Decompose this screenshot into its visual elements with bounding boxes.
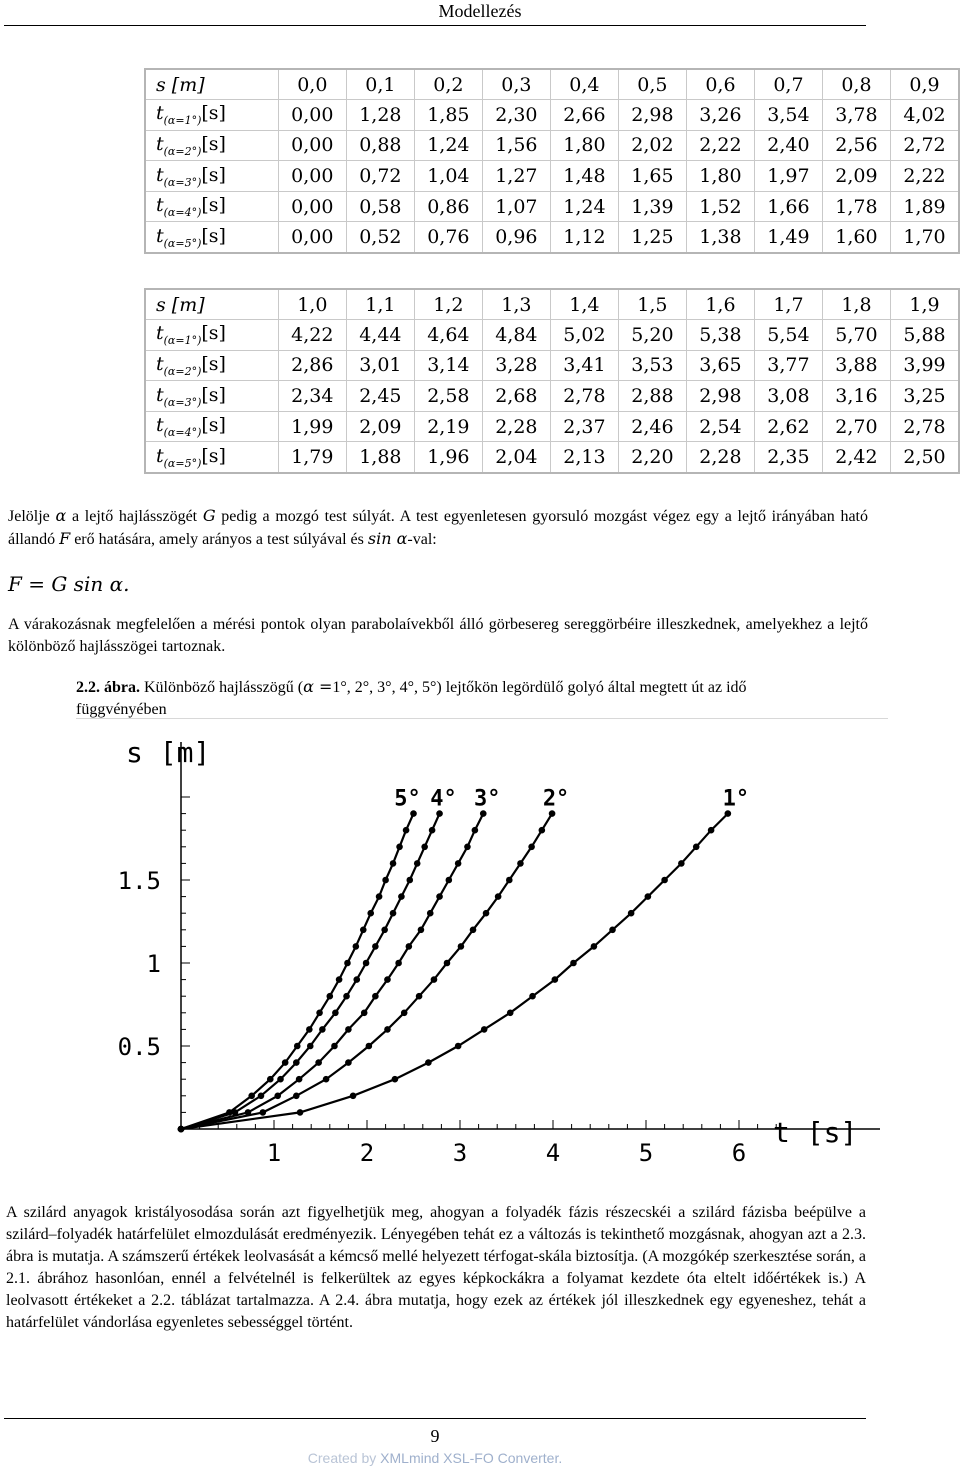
header-rule: [4, 25, 866, 26]
footer-rule: [4, 1418, 866, 1419]
data-point: [306, 1026, 313, 1033]
data-point: [361, 1010, 368, 1017]
data-point: [367, 910, 374, 917]
data-point: [481, 1026, 488, 1033]
data-point: [693, 844, 700, 851]
table-cell: 3,25: [890, 381, 959, 412]
data-point: [401, 1010, 408, 1017]
data-point: [470, 927, 477, 934]
table-cell: 1,89: [890, 191, 959, 222]
data-point: [258, 1093, 265, 1100]
table-cell: 3,01: [346, 350, 414, 381]
data-point: [425, 1059, 432, 1066]
table-cell: 2,98: [686, 381, 754, 412]
data-point: [528, 844, 535, 851]
table-header-cell: 1,1: [346, 289, 414, 320]
g-symbol: G: [202, 506, 216, 525]
table-cell: 0,00: [278, 222, 346, 253]
table-cell: 3,28: [482, 350, 550, 381]
table-cell: 2,50: [890, 442, 959, 473]
table-cell: 1,88: [346, 442, 414, 473]
p1-text-c: pedig a mozgó test súlyát. A test egyenletesen gyorsuló mozgást végez egy a lejtő irányában ható állandó: [8, 508, 869, 548]
data-point: [332, 1010, 339, 1017]
figure-caption: [76, 676, 786, 721]
table-header-cell: 1,2: [414, 289, 482, 320]
table-cell: 2,98: [618, 100, 686, 131]
table-cell: 2,35: [754, 442, 822, 473]
table-header-cell: 1,9: [890, 289, 959, 320]
data-point: [296, 1076, 303, 1083]
table-cell: 1,49: [754, 222, 822, 253]
table-cell: 1,70: [890, 222, 959, 253]
table-cell: 3,26: [686, 100, 754, 131]
data-point: [495, 893, 502, 900]
table-row: [145, 100, 959, 131]
data-point: [226, 1109, 233, 1116]
data-point: [344, 960, 351, 967]
table-cell: 2,13: [550, 442, 618, 473]
data-point: [421, 844, 428, 851]
table-cell: 1,27: [482, 161, 550, 192]
data-point: [570, 960, 577, 967]
table-cell: 1,66: [754, 191, 822, 222]
data-table-2: [144, 288, 960, 474]
data-point: [398, 893, 405, 900]
data-point: [384, 976, 391, 983]
series-line: [181, 814, 552, 1129]
p1-text-d: erő hatására, amely arányos a test súlyával és: [70, 531, 368, 548]
table-cell: 3,78: [822, 100, 890, 131]
table-cell: 1,48: [550, 161, 618, 192]
table-header-cell: 0,8: [822, 69, 890, 100]
data-point: [372, 993, 379, 1000]
table-header-row: [145, 289, 959, 320]
data-point: [381, 927, 388, 934]
table-cell: 2,56: [822, 130, 890, 161]
caption-number: 2.2. ábra.: [76, 679, 140, 696]
data-point: [248, 1093, 255, 1100]
table-cell: 0,72: [346, 161, 414, 192]
table-cell: 2,22: [890, 161, 959, 192]
data-point: [390, 910, 397, 917]
data-point: [366, 1043, 373, 1050]
table-cell: 3,54: [754, 100, 822, 131]
data-point: [390, 860, 397, 867]
table-cell: 5,02: [550, 320, 618, 351]
table-cell: 3,08: [754, 381, 822, 412]
data-point: [384, 1026, 391, 1033]
converter-brand: XMLmind XSL-FO Converter.: [380, 1450, 563, 1466]
header-title: Modellezés: [438, 1, 522, 21]
row-label: $t_{(\alpha=1^\circ)}[s]$: [145, 100, 278, 131]
table-cell: 2,68: [482, 381, 550, 412]
table-cell: 2,22: [686, 130, 754, 161]
data-point: [372, 943, 379, 950]
data-point: [350, 1093, 357, 1100]
table-cell: 0,00: [278, 100, 346, 131]
table-cell: 2,62: [754, 411, 822, 442]
data-point: [353, 976, 360, 983]
table-cell: 1,85: [414, 100, 482, 131]
data-point: [628, 910, 635, 917]
table-cell: 2,54: [686, 411, 754, 442]
table-cell: 2,30: [482, 100, 550, 131]
data-point: [506, 877, 513, 884]
x-axis-label: t [s]: [773, 1116, 858, 1149]
table-cell: 5,70: [822, 320, 890, 351]
data-point: [274, 1093, 281, 1100]
y-tick-label: 1: [146, 950, 161, 978]
x-tick-label: 5: [638, 1139, 654, 1167]
series-line: [181, 814, 440, 1129]
table-cell: 1,12: [550, 222, 618, 253]
data-point: [277, 1076, 284, 1083]
table-row: [145, 191, 959, 222]
data-point: [645, 893, 652, 900]
table-row: [145, 222, 959, 253]
table-cell: 1,78: [822, 191, 890, 222]
table-cell: 3,88: [822, 350, 890, 381]
series-label: 1°: [722, 786, 750, 812]
table-cell: 5,20: [618, 320, 686, 351]
data-point: [472, 827, 479, 834]
table-header-cell: 1,8: [822, 289, 890, 320]
table-row: [145, 161, 959, 192]
caption-text-a: Különböző hajlásszögű (: [140, 679, 304, 696]
data-point: [427, 910, 434, 917]
data-point: [517, 860, 524, 867]
data-point: [392, 1076, 399, 1083]
sin-alpha-symbol: sin α: [367, 529, 408, 548]
data-point: [315, 1059, 322, 1066]
row-label: $t_{(\alpha=5^\circ)}[s]$: [145, 442, 278, 473]
page-header: [0, 0, 960, 28]
table-cell: 1,60: [822, 222, 890, 253]
force-formula: F = G sin α.: [8, 572, 130, 596]
data-point: [431, 976, 438, 983]
x-tick-label: 1: [266, 1139, 282, 1167]
data-table-1: [144, 68, 960, 254]
table-cell: 0,52: [346, 222, 414, 253]
x-tick-label: 6: [731, 1139, 747, 1167]
table-header-cell: 0,3: [482, 69, 550, 100]
table-cell: 2,28: [686, 442, 754, 473]
table-row: [145, 411, 959, 442]
data-point: [360, 927, 367, 934]
table-row: [145, 130, 959, 161]
table-cell: 2,04: [482, 442, 550, 473]
x-tick-label: 2: [359, 1139, 375, 1167]
table-cell: 0,96: [482, 222, 550, 253]
data-point: [429, 827, 436, 834]
data-point: [363, 960, 370, 967]
data-point: [382, 877, 389, 884]
table-cell: 1,24: [414, 130, 482, 161]
data-point: [293, 1093, 300, 1100]
data-point: [245, 1109, 252, 1116]
data-point: [446, 877, 453, 884]
table-cell: 2,70: [822, 411, 890, 442]
data-point: [458, 943, 465, 950]
data-point: [483, 910, 490, 917]
table-header-cell: 0,9: [890, 69, 959, 100]
y-tick-label: 1.5: [117, 867, 161, 895]
table-cell: 5,88: [890, 320, 959, 351]
row-label: $t_{(\alpha=4^\circ)}[s]$: [145, 191, 278, 222]
data-point: [403, 827, 410, 834]
table-cell: 0,00: [278, 130, 346, 161]
table-cell: 3,14: [414, 350, 482, 381]
row-label: $t_{(\alpha=4^\circ)}[s]$: [145, 411, 278, 442]
data-point: [436, 893, 443, 900]
data-point: [178, 1126, 185, 1133]
table-row: [145, 381, 959, 412]
table-cell: 5,38: [686, 320, 754, 351]
y-tick-label: 0.5: [117, 1033, 161, 1061]
paragraph-3: A szilárd anyagok kristályosodása során azt figyelhetjük meg, ahogyan a folyadék fázis részecskéi a szilárd fázisba beépülve a szilárd–folyadék határfelület elmozdulását eredményezik. Lényegében tehát ez a változás is tekinthető mozgásnak, ahogyan azt a 2.3. ábra is mutatja. A számszerű értékek leolvasását a kémcső mellé helyezett térfogat-skála biztosítja. (A mozgókép szerkesztése során, a 2.1. ábrához hasonlóan, ennél a felvételnél is felkerültek az egyes képkockákra a folyamat kezdete óta eltelt időértékek is.) A leolvasott értékeket a 2.2. táblázat tartalmazza. A 2.4. ábra mutatja, hogy ezek az értékek jól illeszkednek egy egyeneshez, tehát a határfelület vándorlása egyenletes sebességgel történt.: [6, 1204, 866, 1331]
data-point: [552, 976, 559, 983]
data-point: [293, 1059, 300, 1066]
table-cell: 2,86: [278, 350, 346, 381]
data-point: [331, 1043, 338, 1050]
data-point: [406, 877, 413, 884]
data-point: [343, 993, 350, 1000]
data-point: [406, 943, 413, 950]
data-point: [297, 1109, 304, 1116]
data-point: [353, 943, 360, 950]
data-point: [678, 860, 685, 867]
data-point: [708, 827, 715, 834]
table-cell: 2,88: [618, 381, 686, 412]
paragraph-2: A várakozásnak megfelelően a mérési pontok olyan parabolaívekből álló görbesereg sereggörbéire illeszkednek, amelyekhez a lejtő kölönböző hajlásszögei tartoznak.: [8, 616, 868, 655]
table-cell: 1,56: [482, 130, 550, 161]
table-cell: 4,44: [346, 320, 414, 351]
table-cell: 1,80: [686, 161, 754, 192]
table-cell: 2,58: [414, 381, 482, 412]
table-cell: 1,99: [278, 411, 346, 442]
table-cell: 1,79: [278, 442, 346, 473]
table-cell: 3,77: [754, 350, 822, 381]
x-tick-label: 4: [545, 1139, 561, 1167]
table-cell: 2,78: [550, 381, 618, 412]
table-cell: 1,97: [754, 161, 822, 192]
data-point: [260, 1109, 267, 1116]
series-line: [181, 814, 728, 1129]
table-cell: 1,04: [414, 161, 482, 192]
data-point: [464, 844, 471, 851]
series-line: [181, 814, 483, 1129]
data-point: [455, 1043, 462, 1050]
data-point: [539, 827, 546, 834]
data-point: [319, 1026, 326, 1033]
table-header-cell: 1,5: [618, 289, 686, 320]
data-point: [327, 993, 334, 1000]
data-point: [294, 1043, 301, 1050]
table-cell: 2,46: [618, 411, 686, 442]
figure-top-rule: [76, 718, 888, 719]
table-row: [145, 442, 959, 473]
converter-prefix: Created by: [307, 1450, 381, 1466]
caption-text-b: 1°, 2°, 3°, 4°, 5°) lejtőkön legördülő golyó által megtett út az idő függvényében: [76, 679, 747, 718]
data-point: [396, 844, 403, 851]
table-cell: 2,34: [278, 381, 346, 412]
table-header-cell: 0,4: [550, 69, 618, 100]
table-cell: 2,28: [482, 411, 550, 442]
table-cell: 1,52: [686, 191, 754, 222]
table-cell: 2,40: [754, 130, 822, 161]
paragraph-1: [8, 505, 868, 551]
data-point: [591, 943, 598, 950]
series-label: 3°: [474, 786, 501, 812]
table-header-cell: 0,1: [346, 69, 414, 100]
series-label: 5°: [394, 786, 421, 812]
table-cell: 1,24: [550, 191, 618, 222]
table-cell: 0,00: [278, 161, 346, 192]
table-cell: 4,64: [414, 320, 482, 351]
row-label: $t_{(\alpha=5^\circ)}[s]$: [145, 222, 278, 253]
table-cell: 1,07: [482, 191, 550, 222]
data-point: [455, 860, 462, 867]
y-axis-label: s [m]: [126, 736, 211, 769]
data-point: [507, 1010, 514, 1017]
table-cell: 1,65: [618, 161, 686, 192]
table-header-cell: 1,3: [482, 289, 550, 320]
table-cell: 1,96: [414, 442, 482, 473]
series-label: 4°: [430, 786, 457, 812]
table-cell: 3,16: [822, 381, 890, 412]
data-point: [529, 993, 536, 1000]
table-cell: 0,00: [278, 191, 346, 222]
table-cell: 2,19: [414, 411, 482, 442]
data-point: [282, 1059, 289, 1066]
table-header-cell: 0,2: [414, 69, 482, 100]
x-tick-label: 3: [452, 1139, 468, 1167]
table-header-cell: 0,5: [618, 69, 686, 100]
table-row: [145, 320, 959, 351]
table-cell: 2,42: [822, 442, 890, 473]
p1-text-b: a lejtő hajlásszögét: [66, 508, 203, 525]
page-number: 9: [430, 1426, 440, 1446]
data-point: [395, 960, 402, 967]
table-header-label: s [m]: [145, 69, 278, 100]
table-cell: 3,53: [618, 350, 686, 381]
table-cell: 1,38: [686, 222, 754, 253]
table-header-cell: 1,4: [550, 289, 618, 320]
data-point: [609, 927, 616, 934]
table-cell: 1,80: [550, 130, 618, 161]
table-cell: 2,20: [618, 442, 686, 473]
data-point: [376, 893, 383, 900]
table-header-cell: 0,0: [278, 69, 346, 100]
table-cell: 0,76: [414, 222, 482, 253]
data-point: [345, 1026, 352, 1033]
table-cell: 1,39: [618, 191, 686, 222]
alpha-symbol: α: [55, 506, 67, 525]
table-cell: 2,78: [890, 411, 959, 442]
table-cell: 0,86: [414, 191, 482, 222]
table-cell: 1,28: [346, 100, 414, 131]
data-point: [661, 877, 668, 884]
table-cell: 3,65: [686, 350, 754, 381]
table-cell: 5,54: [754, 320, 822, 351]
data-point: [444, 960, 451, 967]
row-label: $t_{(\alpha=1^\circ)}[s]$: [145, 320, 278, 351]
series-label: 2°: [542, 786, 570, 812]
table-cell: 4,02: [890, 100, 959, 131]
table-header-cell: 1,0: [278, 289, 346, 320]
row-label: $t_{(\alpha=2^\circ)}[s]$: [145, 350, 278, 381]
table-cell: 3,41: [550, 350, 618, 381]
table-cell: 2,02: [618, 130, 686, 161]
table-header-row: [145, 69, 959, 100]
p1-text-a: Jelölje: [8, 508, 56, 525]
row-label: $t_{(\alpha=2^\circ)}[s]$: [145, 130, 278, 161]
caption-alpha: α =: [303, 677, 333, 696]
table-header-label: s [m]: [145, 289, 278, 320]
converter-credit: [0, 1450, 870, 1466]
table-cell: 0,88: [346, 130, 414, 161]
table-cell: 2,09: [346, 411, 414, 442]
table-cell: 2,09: [822, 161, 890, 192]
table-header-cell: 0,6: [686, 69, 754, 100]
table-cell: 2,45: [346, 381, 414, 412]
table-cell: 2,66: [550, 100, 618, 131]
data-point: [307, 1043, 314, 1050]
table-cell: 4,84: [482, 320, 550, 351]
data-point: [345, 1059, 352, 1066]
s-t-chart: [70, 722, 890, 1170]
data-point: [267, 1076, 274, 1083]
table-row: [145, 350, 959, 381]
row-label: $t_{(\alpha=3^\circ)}[s]$: [145, 381, 278, 412]
table-cell: 4,22: [278, 320, 346, 351]
f-symbol: F: [59, 529, 71, 548]
data-point: [418, 927, 425, 934]
data-point: [323, 1076, 330, 1083]
table-cell: 1,25: [618, 222, 686, 253]
row-label: $t_{(\alpha=3^\circ)}[s]$: [145, 161, 278, 192]
table-cell: 0,58: [346, 191, 414, 222]
data-point: [336, 976, 343, 983]
data-point: [414, 860, 421, 867]
table-cell: 2,37: [550, 411, 618, 442]
table-header-cell: 1,7: [754, 289, 822, 320]
p1-text-e: -val:: [407, 531, 437, 548]
table-cell: 3,99: [890, 350, 959, 381]
table-cell: 2,72: [890, 130, 959, 161]
data-point: [316, 1010, 323, 1017]
table-header-cell: 1,6: [686, 289, 754, 320]
data-point: [416, 993, 423, 1000]
table-header-cell: 0,7: [754, 69, 822, 100]
